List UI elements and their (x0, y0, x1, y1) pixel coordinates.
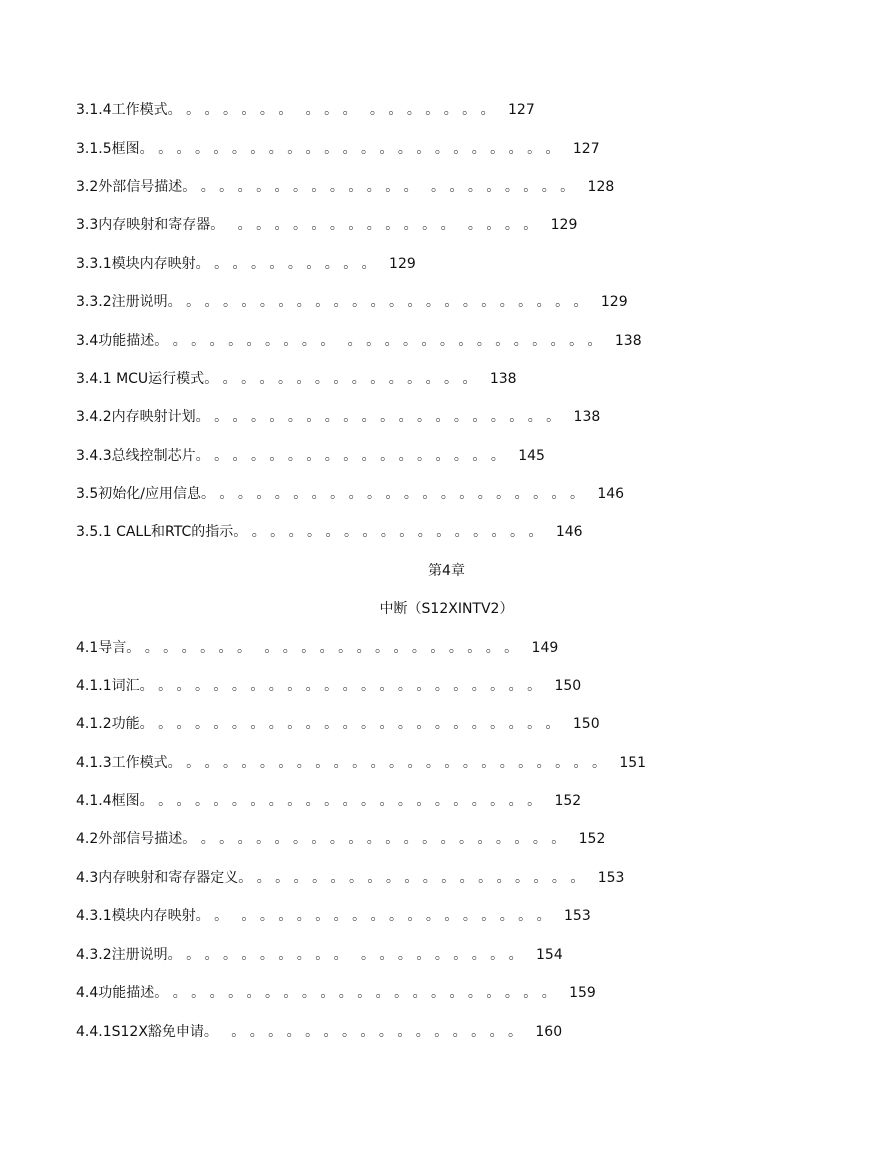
toc-entry-title: 3.4功能描述 (76, 333, 155, 349)
toc-entry-4-1-1 (76, 675, 581, 697)
toc-entry-page: 160 (535, 1024, 563, 1040)
toc-entry-page: 128 (587, 179, 615, 195)
toc-entry-leader: 。 。 。 。 。 。 。 。 。 。 。 。 。 。 。 。 。 。 。 。 。 。 。 (139, 716, 560, 732)
toc-entry-title: 3.1.4工作模式 (76, 102, 168, 118)
toc-entry-3-4-1 (76, 368, 517, 390)
toc-entry-3-5 (76, 483, 624, 505)
toc-entry-title: 3.3内存映射和寄存器 (76, 217, 211, 233)
toc-entry-4-3-1 (76, 905, 591, 927)
toc-entry-leader: 。 。 。 。 。 。 。 。 。 。 。 。 。 。 。 。 。 。 。 (167, 947, 523, 963)
chapter-title: 中断（S12XINTV2） (379, 601, 514, 617)
toc-entry-title: 4.3内存映射和寄存器定义 (76, 870, 239, 886)
toc-entry-title: 4.3.2注册说明 (76, 947, 168, 963)
toc-entry-page: 129 (550, 217, 578, 233)
toc-entry-leader: 。 。 。 。 。 。 。 。 。 。 。 。 。 。 。 (204, 371, 477, 387)
toc-entry-4-1-3 (76, 752, 646, 774)
toc-entry-leader: 。 。 。 。 。 。 。 。 。 。 。 。 。 。 。 。 。 。 。 。 。 。 (139, 793, 542, 809)
toc-entry-page: 159 (569, 985, 596, 1001)
toc-entry-3-3 (76, 214, 577, 236)
toc-entry-leader: 。 。 。 。 。 。 。 。 。 。 。 。 。 。 。 。 。 。 。 。 (195, 409, 561, 425)
toc-entry-page: 152 (554, 793, 582, 809)
toc-entry-page: 129 (600, 294, 628, 310)
toc-entry-page: 138 (489, 371, 517, 387)
toc-entry-leader: 。 。 。 。 。 。 。 。 。 。 (195, 256, 376, 272)
toc-entry-leader: 。 。 。 。 。 。 。 。 。 。 。 。 。 。 。 。 。 (203, 1024, 523, 1040)
toc-entry-3-4 (76, 330, 642, 352)
toc-entry-title: 4.1.1词汇 (76, 678, 140, 694)
toc-entry-3-4-3 (76, 445, 545, 467)
toc-entry-leader: 。 。 。 。 。 。 。 。 。 。 。 。 。 。 。 。 。 。 。 。 。 (200, 486, 584, 502)
toc-entry-3-4-2 (76, 406, 600, 428)
toc-entry-leader: 。 。 。 。 。 。 。 。 。 。 。 。 。 。 。 。 。 (210, 217, 538, 233)
toc-entry-3-5-1 (76, 521, 583, 543)
toc-entry-page: 152 (578, 831, 606, 847)
toc-entry-page: 154 (536, 947, 563, 963)
toc-entry-page: 153 (597, 870, 625, 886)
toc-entry-page: 151 (619, 755, 647, 771)
chapter-number: 第4章 (428, 563, 465, 579)
toc-entry-leader: 。 。 。 。 。 。 。 。 。 。 。 。 。 。 。 。 。 。 。 。 。 。 。 (139, 141, 560, 157)
toc-entry-leader: 。 。 。 。 。 。 。 。 。 。 。 。 。 。 。 。 。 (233, 524, 543, 540)
toc-entry-title: 3.4.3总线控制芯片 (76, 448, 196, 464)
toc-entry-leader: 。 。 。 。 。 。 。 。 。 。 。 。 。 。 。 。 。 。 。 (238, 870, 585, 886)
toc-entry-page: 146 (597, 486, 625, 502)
toc-entry-title: 4.1.4框图 (76, 793, 140, 809)
toc-entry-title: 4.1导言 (76, 640, 127, 656)
toc-entry-leader: 。 。 。 。 。 。 。 。 。 。 。 。 。 。 。 。 。 (195, 448, 505, 464)
toc-entry-page: 127 (572, 141, 600, 157)
toc-entry-3-3-2 (76, 291, 628, 313)
toc-entry-page: 138 (614, 333, 642, 349)
toc-entry-4-1-4 (76, 790, 581, 812)
toc-entry-4-1 (76, 637, 558, 659)
toc-entry-page: 129 (389, 256, 416, 272)
toc-entry-leader: 。 。 。 。 。 。 。 。 。 。 。 。 。 。 。 。 。 。 。 。 。 (182, 179, 575, 195)
toc-entry-title: 3.4.1 MCU运行模式 (76, 371, 205, 387)
toc-entry-page: 146 (555, 524, 583, 540)
toc-entry-leader: 。 。 。 。 。 。 。 。 。 。 。 。 。 。 。 。 。 。 。 。 。 。 (139, 678, 542, 694)
toc-entry-page: 150 (554, 678, 582, 694)
toc-entry-title: 3.3.2注册说明 (76, 294, 168, 310)
toc-entry-title: 4.1.3工作模式 (76, 755, 168, 771)
toc-entry-title: 4.4.1S12X豁免申请 (76, 1024, 204, 1040)
toc-entry-leader: 。 。 。 。 。 。 。 。 。 。 。 。 。 。 。 。 。 。 。 。 。 (126, 640, 519, 656)
toc-entry-4-4 (76, 982, 596, 1004)
toc-entry-title: 3.5.1 CALL和RTC的指示 (76, 524, 234, 540)
toc-entry-3-3-1 (76, 253, 416, 275)
toc-entry-title: 3.4.2内存映射计划 (76, 409, 196, 425)
toc-entry-3-2 (76, 176, 614, 198)
toc-entry-title: 3.2外部信号描述 (76, 179, 183, 195)
toc-entry-page: 145 (518, 448, 545, 464)
toc-entry-title: 4.2外部信号描述 (76, 831, 183, 847)
toc-entry-leader: 。 。 。 。 。 。 。 。 。 。 。 。 。 。 。 。 。 。 。 (195, 908, 551, 924)
toc-entry-title: 4.3.1模块内存映射 (76, 908, 196, 924)
toc-entry-leader: 。 。 。 。 。 。 。 。 。 。 。 。 。 。 。 。 。 。 。 。 。 (182, 831, 566, 847)
toc-entry-page: 149 (531, 640, 559, 656)
toc-entry-title: 4.4功能描述 (76, 985, 155, 1001)
toc-entry-4-1-2 (76, 713, 600, 735)
toc-entry-page: 127 (508, 102, 535, 118)
toc-entry-page: 138 (573, 409, 601, 425)
toc-entry-4-2 (76, 828, 605, 850)
toc-entry-leader: 。 。 。 。 。 。 。 。 。 。 。 。 。 。 。 。 。 。 。 。 。 。 。 。 (167, 755, 606, 771)
toc-entry-4-3 (76, 867, 624, 889)
toc-entry-title: 3.5初始化/应用信息 (76, 486, 201, 502)
toc-entry-title: 4.1.2功能 (76, 716, 140, 732)
toc-entry-title: 3.1.5框图 (76, 141, 140, 157)
toc-entry-title: 3.3.1模块内存映射 (76, 256, 196, 272)
toc-entry-4-4-1 (76, 1021, 562, 1043)
toc-entry-leader: 。 。 。 。 。 。 。 。 。 。 。 。 。 。 。 。 。 。 。 。 。 。 。 。 (154, 333, 602, 349)
toc-entry-leader: 。 。 。 。 。 。 。 。 。 。 。 。 。 。 。 。 。 。 。 。 。 。 。 (167, 294, 588, 310)
toc-entry-4-3-2 (76, 944, 563, 966)
toc-entry-leader: 。 。 。 。 。 。 。 。 。 。 。 。 。 。 。 。 。 (167, 102, 495, 118)
toc-entry-page: 153 (564, 908, 591, 924)
toc-entry-3-1-4 (76, 99, 535, 121)
toc-entry-leader: 。 。 。 。 。 。 。 。 。 。 。 。 。 。 。 。 。 。 。 。 。 。 (154, 985, 556, 1001)
toc-entry-3-1-5 (76, 138, 600, 160)
toc-entry-page: 150 (572, 716, 600, 732)
